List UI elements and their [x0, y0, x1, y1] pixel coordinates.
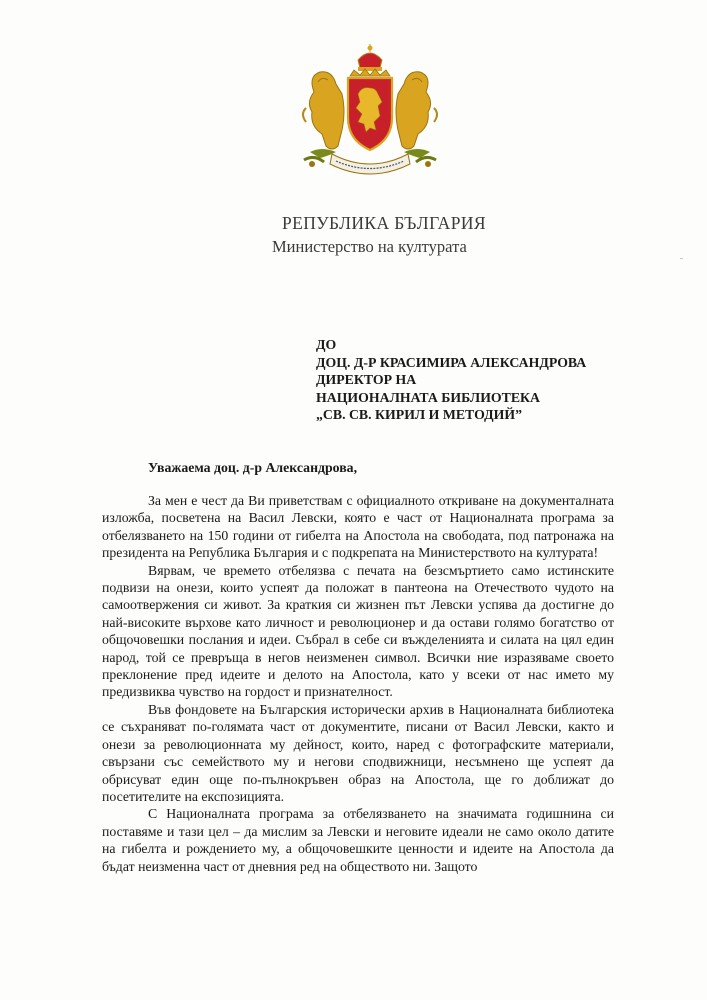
motto-ribbon — [330, 154, 410, 174]
paragraph: Вярвам, че времето отбелязва с печата на безсмъртието само истинските подвизи на онези, които успеят да положат в пантеона на Отечеството чудото на самоотвержения си живот. За краткия си жизнен път Левски успява да достигне до най-високите върхове като личност и революционер и да остави голямо богатство от общочовешки послания и идеи. Събрал в себе си въжделенията и силата на цял един народ, той се превръща в негов неизменен символ. Всички ние изразяваме своето преклонение пред идеите и делото на Апостола, като у всеки от нас името му предизвиква чувство на гордост и признателност. — [102, 562, 614, 700]
shield-icon — [348, 78, 392, 150]
ministry-name: Министерство на културата — [272, 237, 467, 256]
address-line: ДИРЕКТОР НА — [316, 372, 417, 387]
letter-body — [102, 492, 614, 875]
address-line: ДОЦ. Д-Р КРАСИМИРА АЛЕКСАНДРОВА — [316, 354, 587, 370]
letterhead — [250, 212, 550, 258]
address-line: НАЦИОНАЛНАТА БИБЛИОТЕКА — [316, 389, 541, 405]
address-line: „СВ. СВ. КИРИЛ И МЕТОДИЙ” — [316, 407, 522, 422]
paragraph: С Националната програма за отбелязването на значимата годишнина си поставяме и тази цел – да мислим за Левски и неговите идеали не само около датите на гибелта и рождението му, а общочовешките ценности и идеите на Апостола да бъдат неизменна част от дневния ред на обществото ни. Защото — [102, 806, 614, 874]
crown-icon — [358, 44, 382, 71]
right-lion-icon — [396, 72, 437, 149]
paragraph: Във фондовете на Българския исторически архив в Националната библиотека се съхраняват по-голямата част от документите, писани от Васил Левски, както и онези за революционната му дейност, които, наред с фотографските материали, свързани със семейството му и негови сподвижници, несъмнено ще успеят да обрисуват един още по-пълнокръвен образ на Апостола, ще го доближат до посетителите на експозицията. — [102, 701, 614, 804]
scan-speck — [680, 258, 683, 259]
salutation: Уважаема доц. д-р Александрова, — [148, 460, 358, 475]
coat-of-arms-emblem — [292, 42, 448, 184]
recipient-address — [316, 336, 616, 424]
left-lion-icon — [303, 72, 344, 149]
address-line: ДО — [316, 337, 337, 352]
paragraph: За мен е чест да Ви приветствам с официалното откриване на документалната изложба, посветена на Васил Левски, която е част от Националната програма за отбелязването на 150 години от гибелта на Апостола на свободата, под патронажа на президента на Република България и с подкрепата на Министерството на културата! — [102, 493, 614, 561]
country-name: РЕПУБЛИКА БЪЛГАРИЯ — [282, 213, 486, 233]
